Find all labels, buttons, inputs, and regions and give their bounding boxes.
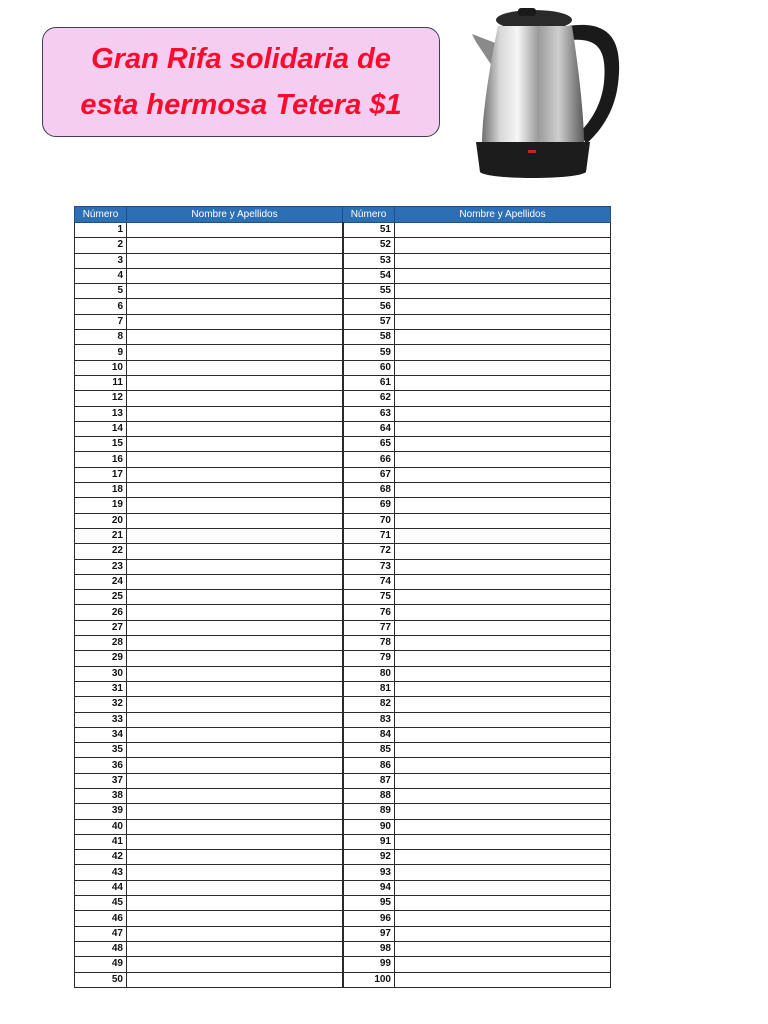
name-entry-left[interactable]: [127, 972, 343, 987]
ticket-number-right: 90: [343, 819, 395, 834]
ticket-number-right: 78: [343, 636, 395, 651]
name-entry-left[interactable]: [127, 911, 343, 926]
ticket-number-left: 20: [75, 513, 127, 528]
table-row: [75, 636, 611, 651]
name-entry-right[interactable]: [395, 268, 611, 283]
ticket-number-right: 80: [343, 666, 395, 681]
ticket-number-left: 50: [75, 972, 127, 987]
name-entry-left[interactable]: [127, 330, 343, 345]
table-row: [75, 758, 611, 773]
ticket-number-left: 11: [75, 375, 127, 390]
ticket-number-right: 87: [343, 773, 395, 788]
name-entry-right[interactable]: [395, 666, 611, 681]
name-entry-right[interactable]: [395, 926, 611, 941]
name-entry-right[interactable]: [395, 345, 611, 360]
ticket-number-left: 31: [75, 681, 127, 696]
name-entry-right[interactable]: [395, 620, 611, 635]
column-header-number-left: Número: [75, 207, 127, 223]
name-entry-right[interactable]: [395, 574, 611, 589]
table-row: [75, 788, 611, 803]
name-entry-right[interactable]: [395, 712, 611, 727]
name-entry-left[interactable]: [127, 498, 343, 513]
ticket-number-right: 57: [343, 314, 395, 329]
ticket-number-right: 54: [343, 268, 395, 283]
ticket-number-left: 16: [75, 452, 127, 467]
table-row: [75, 421, 611, 436]
table-row: [75, 590, 611, 605]
name-entry-right[interactable]: [395, 804, 611, 819]
ticket-number-left: 14: [75, 421, 127, 436]
table-row: [75, 375, 611, 390]
name-entry-right[interactable]: [395, 788, 611, 803]
ticket-number-right: 100: [343, 972, 395, 987]
name-entry-left[interactable]: [127, 238, 343, 253]
table-row: [75, 223, 611, 238]
ticket-number-right: 51: [343, 223, 395, 238]
table-row: [75, 743, 611, 758]
table-row: [75, 941, 611, 956]
name-entry-left[interactable]: [127, 452, 343, 467]
ticket-number-right: 73: [343, 559, 395, 574]
table-row: [75, 238, 611, 253]
name-entry-right[interactable]: [395, 957, 611, 972]
ticket-number-left: 41: [75, 834, 127, 849]
name-entry-right[interactable]: [395, 636, 611, 651]
table-row: [75, 544, 611, 559]
table-row: [75, 697, 611, 712]
name-entry-right[interactable]: [395, 834, 611, 849]
name-entry-left[interactable]: [127, 773, 343, 788]
name-entry-right[interactable]: [395, 758, 611, 773]
ticket-number-left: 27: [75, 620, 127, 635]
name-entry-right[interactable]: [395, 544, 611, 559]
ticket-number-left: 25: [75, 590, 127, 605]
ticket-number-left: 15: [75, 437, 127, 452]
ticket-number-right: 58: [343, 330, 395, 345]
table-row: [75, 651, 611, 666]
table-row: [75, 498, 611, 513]
ticket-number-right: 86: [343, 758, 395, 773]
ticket-number-right: 83: [343, 712, 395, 727]
name-entry-right[interactable]: [395, 513, 611, 528]
table-row: [75, 452, 611, 467]
table-row: [75, 253, 611, 268]
table-row: [75, 314, 611, 329]
table-row: [75, 360, 611, 375]
table-row: [75, 620, 611, 635]
name-entry-left[interactable]: [127, 651, 343, 666]
ticket-number-left: 21: [75, 528, 127, 543]
name-entry-left[interactable]: [127, 345, 343, 360]
name-entry-right[interactable]: [395, 238, 611, 253]
ticket-number-right: 63: [343, 406, 395, 421]
ticket-number-left: 46: [75, 911, 127, 926]
name-entry-right[interactable]: [395, 743, 611, 758]
table-row: [75, 284, 611, 299]
ticket-number-left: 19: [75, 498, 127, 513]
column-header-name-right: Nombre y Apellidos: [395, 207, 611, 223]
table-row: [75, 483, 611, 498]
name-entry-left[interactable]: [127, 743, 343, 758]
table-row: [75, 850, 611, 865]
table-row: [75, 773, 611, 788]
name-entry-right[interactable]: [395, 314, 611, 329]
table-row: [75, 437, 611, 452]
name-entry-left[interactable]: [127, 697, 343, 712]
table-row: [75, 559, 611, 574]
name-entry-left[interactable]: [127, 620, 343, 635]
table-row: [75, 605, 611, 620]
name-entry-left[interactable]: [127, 681, 343, 696]
name-entry-left[interactable]: [127, 544, 343, 559]
table-row: [75, 391, 611, 406]
name-entry-right[interactable]: [395, 498, 611, 513]
table-row: [75, 345, 611, 360]
raffle-title-line-2: esta hermosa Tetera $1: [80, 89, 402, 121]
ticket-number-left: 22: [75, 544, 127, 559]
ticket-number-left: 9: [75, 345, 127, 360]
name-entry-left[interactable]: [127, 299, 343, 314]
name-entry-right[interactable]: [395, 406, 611, 421]
ticket-number-right: 52: [343, 238, 395, 253]
name-entry-left[interactable]: [127, 727, 343, 742]
name-entry-left[interactable]: [127, 834, 343, 849]
table-row: [75, 896, 611, 911]
name-entry-right[interactable]: [395, 972, 611, 987]
table-row: [75, 666, 611, 681]
name-entry-left[interactable]: [127, 636, 343, 651]
raffle-title-line-1: Gran Rifa solidaria de: [91, 43, 391, 75]
ticket-number-left: 2: [75, 238, 127, 253]
ticket-number-right: 98: [343, 941, 395, 956]
name-entry-left[interactable]: [127, 528, 343, 543]
name-entry-left[interactable]: [127, 253, 343, 268]
name-entry-right[interactable]: [395, 941, 611, 956]
table-row: [75, 911, 611, 926]
name-entry-right[interactable]: [395, 375, 611, 390]
raffle-title-box: [42, 27, 440, 137]
ticket-number-left: 30: [75, 666, 127, 681]
name-entry-right[interactable]: [395, 253, 611, 268]
ticket-number-right: 62: [343, 391, 395, 406]
name-entry-right[interactable]: [395, 452, 611, 467]
ticket-number-left: 43: [75, 865, 127, 880]
ticket-number-right: 60: [343, 360, 395, 375]
table-row: [75, 880, 611, 895]
ticket-number-right: 64: [343, 421, 395, 436]
ticket-number-left: 33: [75, 712, 127, 727]
table-row: [75, 727, 611, 742]
table-row: [75, 865, 611, 880]
ticket-number-left: 45: [75, 896, 127, 911]
table-row: [75, 834, 611, 849]
table-row: [75, 406, 611, 421]
table-row: [75, 330, 611, 345]
ticket-number-left: 4: [75, 268, 127, 283]
name-entry-left[interactable]: [127, 590, 343, 605]
ticket-number-right: 69: [343, 498, 395, 513]
ticket-number-right: 88: [343, 788, 395, 803]
table-row: [75, 574, 611, 589]
name-entry-left[interactable]: [127, 375, 343, 390]
ticket-number-right: 97: [343, 926, 395, 941]
name-entry-left[interactable]: [127, 941, 343, 956]
ticket-number-right: 89: [343, 804, 395, 819]
ticket-number-right: 85: [343, 743, 395, 758]
table-row: [75, 467, 611, 482]
name-entry-left[interactable]: [127, 758, 343, 773]
ticket-number-left: 3: [75, 253, 127, 268]
raffle-table: [74, 206, 611, 988]
name-entry-left[interactable]: [127, 559, 343, 574]
table-row: [75, 819, 611, 834]
table-row: [75, 957, 611, 972]
table-row: [75, 804, 611, 819]
ticket-number-right: 72: [343, 544, 395, 559]
ticket-number-right: 56: [343, 299, 395, 314]
name-entry-left[interactable]: [127, 850, 343, 865]
ticket-number-right: 53: [343, 253, 395, 268]
ticket-number-right: 67: [343, 467, 395, 482]
name-entry-left[interactable]: [127, 223, 343, 238]
name-entry-left[interactable]: [127, 513, 343, 528]
ticket-number-left: 37: [75, 773, 127, 788]
ticket-number-left: 49: [75, 957, 127, 972]
ticket-number-right: 94: [343, 880, 395, 895]
name-entry-left[interactable]: [127, 788, 343, 803]
name-entry-left[interactable]: [127, 819, 343, 834]
name-entry-right[interactable]: [395, 284, 611, 299]
name-entry-left[interactable]: [127, 421, 343, 436]
name-entry-left[interactable]: [127, 926, 343, 941]
name-entry-left[interactable]: [127, 865, 343, 880]
ticket-number-left: 5: [75, 284, 127, 299]
ticket-number-right: 95: [343, 896, 395, 911]
ticket-number-left: 29: [75, 651, 127, 666]
name-entry-right[interactable]: [395, 697, 611, 712]
table-row: [75, 972, 611, 987]
name-entry-right[interactable]: [395, 330, 611, 345]
ticket-number-left: 47: [75, 926, 127, 941]
name-entry-right[interactable]: [395, 865, 611, 880]
ticket-number-left: 7: [75, 314, 127, 329]
name-entry-left[interactable]: [127, 957, 343, 972]
name-entry-right[interactable]: [395, 896, 611, 911]
ticket-number-right: 65: [343, 437, 395, 452]
name-entry-right[interactable]: [395, 727, 611, 742]
name-entry-right[interactable]: [395, 360, 611, 375]
ticket-number-left: 26: [75, 605, 127, 620]
ticket-number-left: 17: [75, 467, 127, 482]
ticket-number-right: 96: [343, 911, 395, 926]
ticket-number-left: 28: [75, 636, 127, 651]
name-entry-left[interactable]: [127, 712, 343, 727]
name-entry-right[interactable]: [395, 437, 611, 452]
name-entry-left[interactable]: [127, 804, 343, 819]
name-entry-left[interactable]: [127, 666, 343, 681]
ticket-number-left: 39: [75, 804, 127, 819]
ticket-number-right: 93: [343, 865, 395, 880]
electric-kettle-icon: [468, 4, 622, 182]
raffle-table-header: [75, 207, 611, 223]
ticket-number-left: 12: [75, 391, 127, 406]
name-entry-right[interactable]: [395, 421, 611, 436]
ticket-number-right: 79: [343, 651, 395, 666]
ticket-number-right: 71: [343, 528, 395, 543]
table-row: [75, 712, 611, 727]
name-entry-left[interactable]: [127, 574, 343, 589]
name-entry-right[interactable]: [395, 483, 611, 498]
name-entry-right[interactable]: [395, 467, 611, 482]
name-entry-left[interactable]: [127, 467, 343, 482]
name-entry-left[interactable]: [127, 391, 343, 406]
name-entry-right[interactable]: [395, 773, 611, 788]
name-entry-right[interactable]: [395, 299, 611, 314]
name-entry-right[interactable]: [395, 651, 611, 666]
ticket-number-right: 91: [343, 834, 395, 849]
ticket-number-left: 1: [75, 223, 127, 238]
name-entry-left[interactable]: [127, 314, 343, 329]
ticket-number-right: 81: [343, 681, 395, 696]
name-entry-left[interactable]: [127, 437, 343, 452]
ticket-number-right: 92: [343, 850, 395, 865]
name-entry-right[interactable]: [395, 528, 611, 543]
ticket-number-right: 82: [343, 697, 395, 712]
column-header-name-left: Nombre y Apellidos: [127, 207, 343, 223]
table-row: [75, 268, 611, 283]
name-entry-right[interactable]: [395, 850, 611, 865]
ticket-number-left: 24: [75, 574, 127, 589]
name-entry-left[interactable]: [127, 268, 343, 283]
table-row: [75, 528, 611, 543]
name-entry-right[interactable]: [395, 681, 611, 696]
ticket-number-left: 6: [75, 299, 127, 314]
column-header-number-right: Número: [343, 207, 395, 223]
ticket-number-left: 40: [75, 819, 127, 834]
ticket-number-left: 38: [75, 788, 127, 803]
ticket-number-right: 59: [343, 345, 395, 360]
ticket-number-right: 66: [343, 452, 395, 467]
ticket-number-left: 8: [75, 330, 127, 345]
name-entry-left[interactable]: [127, 605, 343, 620]
table-row: [75, 926, 611, 941]
table-row: [75, 299, 611, 314]
name-entry-right[interactable]: [395, 605, 611, 620]
name-entry-left[interactable]: [127, 284, 343, 299]
ticket-number-left: 32: [75, 697, 127, 712]
ticket-number-right: 74: [343, 574, 395, 589]
name-entry-right[interactable]: [395, 880, 611, 895]
name-entry-left[interactable]: [127, 483, 343, 498]
name-entry-left[interactable]: [127, 880, 343, 895]
ticket-number-right: 55: [343, 284, 395, 299]
ticket-number-right: 75: [343, 590, 395, 605]
table-row: [75, 513, 611, 528]
ticket-number-right: 76: [343, 605, 395, 620]
name-entry-right[interactable]: [395, 911, 611, 926]
ticket-number-right: 70: [343, 513, 395, 528]
ticket-number-right: 99: [343, 957, 395, 972]
name-entry-right[interactable]: [395, 590, 611, 605]
ticket-number-right: 84: [343, 727, 395, 742]
table-row: [75, 681, 611, 696]
name-entry-right[interactable]: [395, 559, 611, 574]
ticket-number-left: 48: [75, 941, 127, 956]
ticket-number-left: 34: [75, 727, 127, 742]
name-entry-right[interactable]: [395, 391, 611, 406]
ticket-number-left: 44: [75, 880, 127, 895]
ticket-number-right: 61: [343, 375, 395, 390]
ticket-number-left: 13: [75, 406, 127, 421]
ticket-number-left: 35: [75, 743, 127, 758]
ticket-number-left: 36: [75, 758, 127, 773]
ticket-number-left: 23: [75, 559, 127, 574]
ticket-number-right: 68: [343, 483, 395, 498]
name-entry-left[interactable]: [127, 896, 343, 911]
ticket-number-right: 77: [343, 620, 395, 635]
name-entry-right[interactable]: [395, 819, 611, 834]
ticket-number-left: 18: [75, 483, 127, 498]
ticket-number-left: 10: [75, 360, 127, 375]
name-entry-left[interactable]: [127, 360, 343, 375]
name-entry-left[interactable]: [127, 406, 343, 421]
ticket-number-left: 42: [75, 850, 127, 865]
name-entry-right[interactable]: [395, 223, 611, 238]
